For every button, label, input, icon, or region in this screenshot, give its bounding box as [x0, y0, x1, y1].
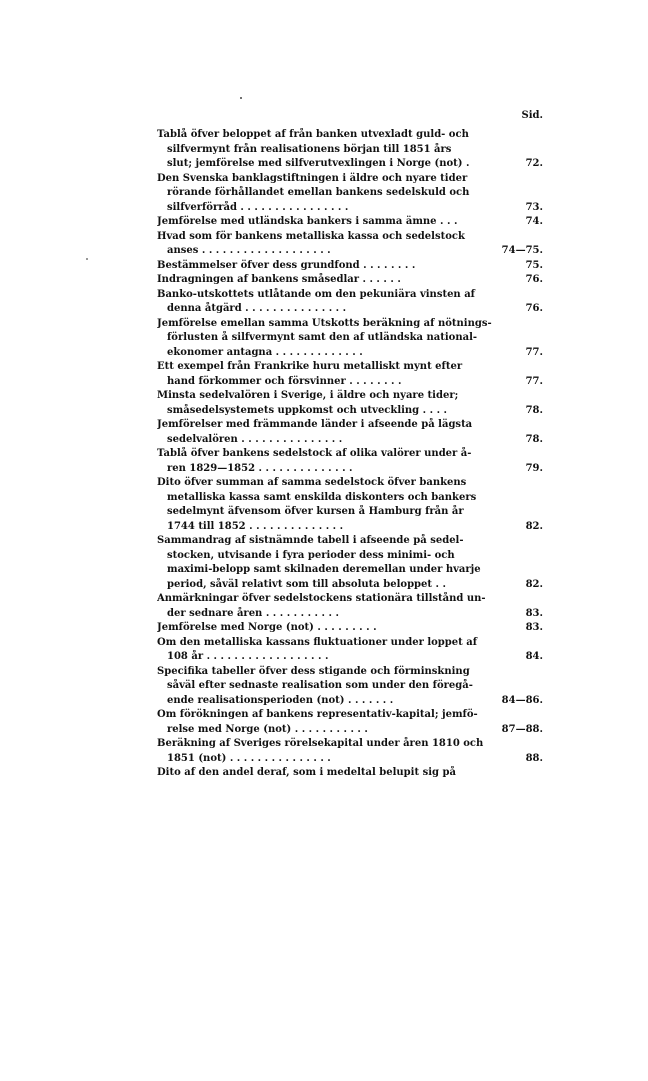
toc-entry-line: Om förökningen af bankens representativ-kapital; jemfö- — [157, 709, 478, 720]
toc-entries — [157, 128, 543, 781]
toc-entry-line: såväl efter sednaste realisation som under den föregå- — [167, 680, 473, 691]
toc-page-number: 77. — [525, 346, 543, 358]
toc-entry — [157, 447, 543, 476]
speck-mark — [240, 97, 242, 99]
toc-page-number: 82. — [525, 578, 543, 590]
toc-entry — [157, 172, 543, 216]
toc-entry-line: stocken, utvisande i fyra perioder dess minimi- och — [167, 549, 455, 561]
toc-entry-line: der sednare åren . . . . . . . . . . . — [167, 607, 339, 619]
toc-entry — [157, 230, 543, 259]
toc-entry-line: Jemförelser med främmande länder i afseende på lägsta — [157, 419, 473, 430]
toc-page-number: 76. — [525, 274, 543, 285]
toc-entry — [157, 737, 543, 766]
toc-entry-line: anses . . . . . . . . . . . . . . . . . . . — [167, 245, 331, 256]
toc-entry-line: Tablå öfver bankens sedelstock af olika valörer under å- — [157, 448, 472, 459]
toc-entry-line: denna åtgärd . . . . . . . . . . . . . . . — [167, 303, 347, 314]
toc-entry — [157, 621, 543, 636]
toc-entry-line: Sammandrag af sistnämnde tabell i afseende på sedel- — [157, 535, 464, 546]
toc-page-number: 84. — [525, 651, 543, 662]
toc-entry — [157, 360, 543, 389]
toc-entry-line: Jemförelse med Norge (not) . . . . . . . . . — [157, 622, 377, 633]
toc-entry — [157, 636, 543, 665]
toc-entry-line: Jemförelse med utländska bankers i samma ämne . . . — [157, 216, 458, 227]
toc-page-number: 73. — [525, 201, 543, 213]
toc-entry-line: sedelvalören . . . . . . . . . . . . . . . — [167, 433, 343, 445]
toc-entry-line: Anmärkningar öfver sedelstockens stationära tillstånd un- — [157, 593, 486, 604]
toc-entry — [157, 418, 543, 447]
toc-page-number: 77. — [525, 375, 543, 387]
toc-entry — [157, 128, 543, 172]
toc-page-number: 79. — [525, 462, 543, 474]
toc-entry-line: 1744 till 1852 . . . . . . . . . . . . . . — [167, 520, 344, 532]
toc-page-number: 74—75. — [501, 245, 543, 256]
toc-entry-line: Minsta sedelvalören i Sverige, i äldre och nyare tider; — [157, 390, 459, 401]
toc-entry-line: sedelmynt äfvensom öfver kursen å Hamburg från år — [167, 506, 464, 517]
toc-entry-line: relse med Norge (not) . . . . . . . . . . . — [167, 723, 368, 735]
toc-entry-line: hand förkommer och försvinner . . . . . . . . — [167, 375, 402, 387]
toc-entry — [157, 273, 543, 288]
toc-entry-line: förlusten å silfvermynt samt den af utländska national- — [167, 332, 478, 343]
toc-entry-line: Om den metalliska kassans fluktuationer under loppet af — [157, 636, 478, 648]
toc-entry — [157, 389, 543, 418]
toc-page-number: 83. — [525, 607, 543, 619]
toc-entry — [157, 665, 543, 709]
toc-entry-line: 1851 (not) . . . . . . . . . . . . . . . — [167, 752, 331, 764]
toc-page-number: 84—86. — [501, 694, 543, 706]
toc-entry-line: period, såväl relativt som till absoluta beloppet . . — [167, 578, 446, 590]
toc-page-number: 76. — [525, 303, 543, 314]
toc-entry-line: ren 1829—1852 . . . . . . . . . . . . . . — [167, 462, 353, 474]
toc-entry-line: Banko-utskottets utlåtande om den pekuniära vinsten af — [157, 288, 475, 300]
toc-entry-line: Den Svenska banklagstiftningen i äldre och nyare tider — [157, 172, 468, 184]
toc-entry-line: Bestämmelser öfver dess grundfond . . . . . . . . — [157, 259, 416, 271]
toc-entry-line: silfverförråd . . . . . . . . . . . . . . . . — [167, 201, 349, 213]
toc-page-number: 78. — [525, 404, 543, 416]
toc-entry-line: Hvad som för bankens metalliska kassa och sedelstock — [157, 230, 465, 242]
toc-entry — [157, 592, 543, 621]
toc-entry-line: rörande förhållandet emellan bankens sedelskuld och — [167, 187, 470, 198]
toc-page-number: 83. — [525, 622, 543, 633]
toc-page-number: 88. — [525, 752, 543, 764]
toc-entry — [157, 288, 543, 317]
toc-entry-line: silfvermynt från realisationens början till 1851 års — [167, 143, 452, 155]
toc-entry-line: Beräkning af Sveriges rörelsekapital under åren 1810 och — [157, 738, 484, 749]
toc-entry-line: maximi-belopp samt skilnaden deremellan under hvarje — [167, 564, 481, 575]
toc-entry-line: Indragningen af bankens småsedlar . . . . . . — [157, 274, 401, 285]
toc-entry-line: Dito af den andel deraf, som i medeltal belupit sig på — [157, 767, 456, 778]
toc-entry-line: Dito öfver summan af samma sedelstock öfver bankens — [157, 477, 467, 488]
toc-entry-line: ende realisationsperioden (not) . . . . . . . — [167, 694, 394, 706]
toc-page-number: 78. — [525, 433, 543, 445]
toc-entry-line: slut; jemförelse med silfverutvexlingen i Norge (not) . — [167, 158, 470, 169]
toc-page-number: 72. — [525, 158, 543, 169]
toc-entry — [157, 708, 543, 737]
toc-entry — [157, 766, 543, 781]
toc-entry — [157, 259, 543, 274]
toc-page-number: 82. — [525, 520, 543, 532]
speck-mark — [86, 258, 88, 260]
toc-entry-line: Specifika tabeller öfver dess stigande och förminskning — [157, 665, 470, 677]
toc-entry-line: Ett exempel från Frankrike huru metalliskt mynt efter — [157, 361, 463, 372]
toc-entry-line: 108 år . . . . . . . . . . . . . . . . . . — [167, 651, 329, 662]
toc-entry-line: ekonomer antagna . . . . . . . . . . . . . — [167, 346, 363, 358]
toc-entry — [157, 317, 543, 361]
toc-entry — [157, 215, 543, 230]
toc-entry-line: Tablå öfver beloppet af från banken utvexladt guld- och — [157, 129, 469, 140]
page-column-header: Sid. — [521, 110, 543, 121]
toc-entry-line: småsedelsystemets uppkomst och utveckling . . . . — [167, 404, 448, 416]
toc-entry — [157, 534, 543, 592]
toc-page-number: 87—88. — [501, 723, 543, 735]
toc-page-number: 75. — [525, 259, 543, 271]
toc-page-number: 74. — [525, 216, 543, 227]
toc-entry — [157, 476, 543, 534]
toc-entry-line: Jemförelse emellan samma Utskotts beräkning af nötnings- — [157, 317, 492, 329]
toc-entry-line: metalliska kassa samt enskilda diskonters och bankers — [167, 491, 477, 503]
